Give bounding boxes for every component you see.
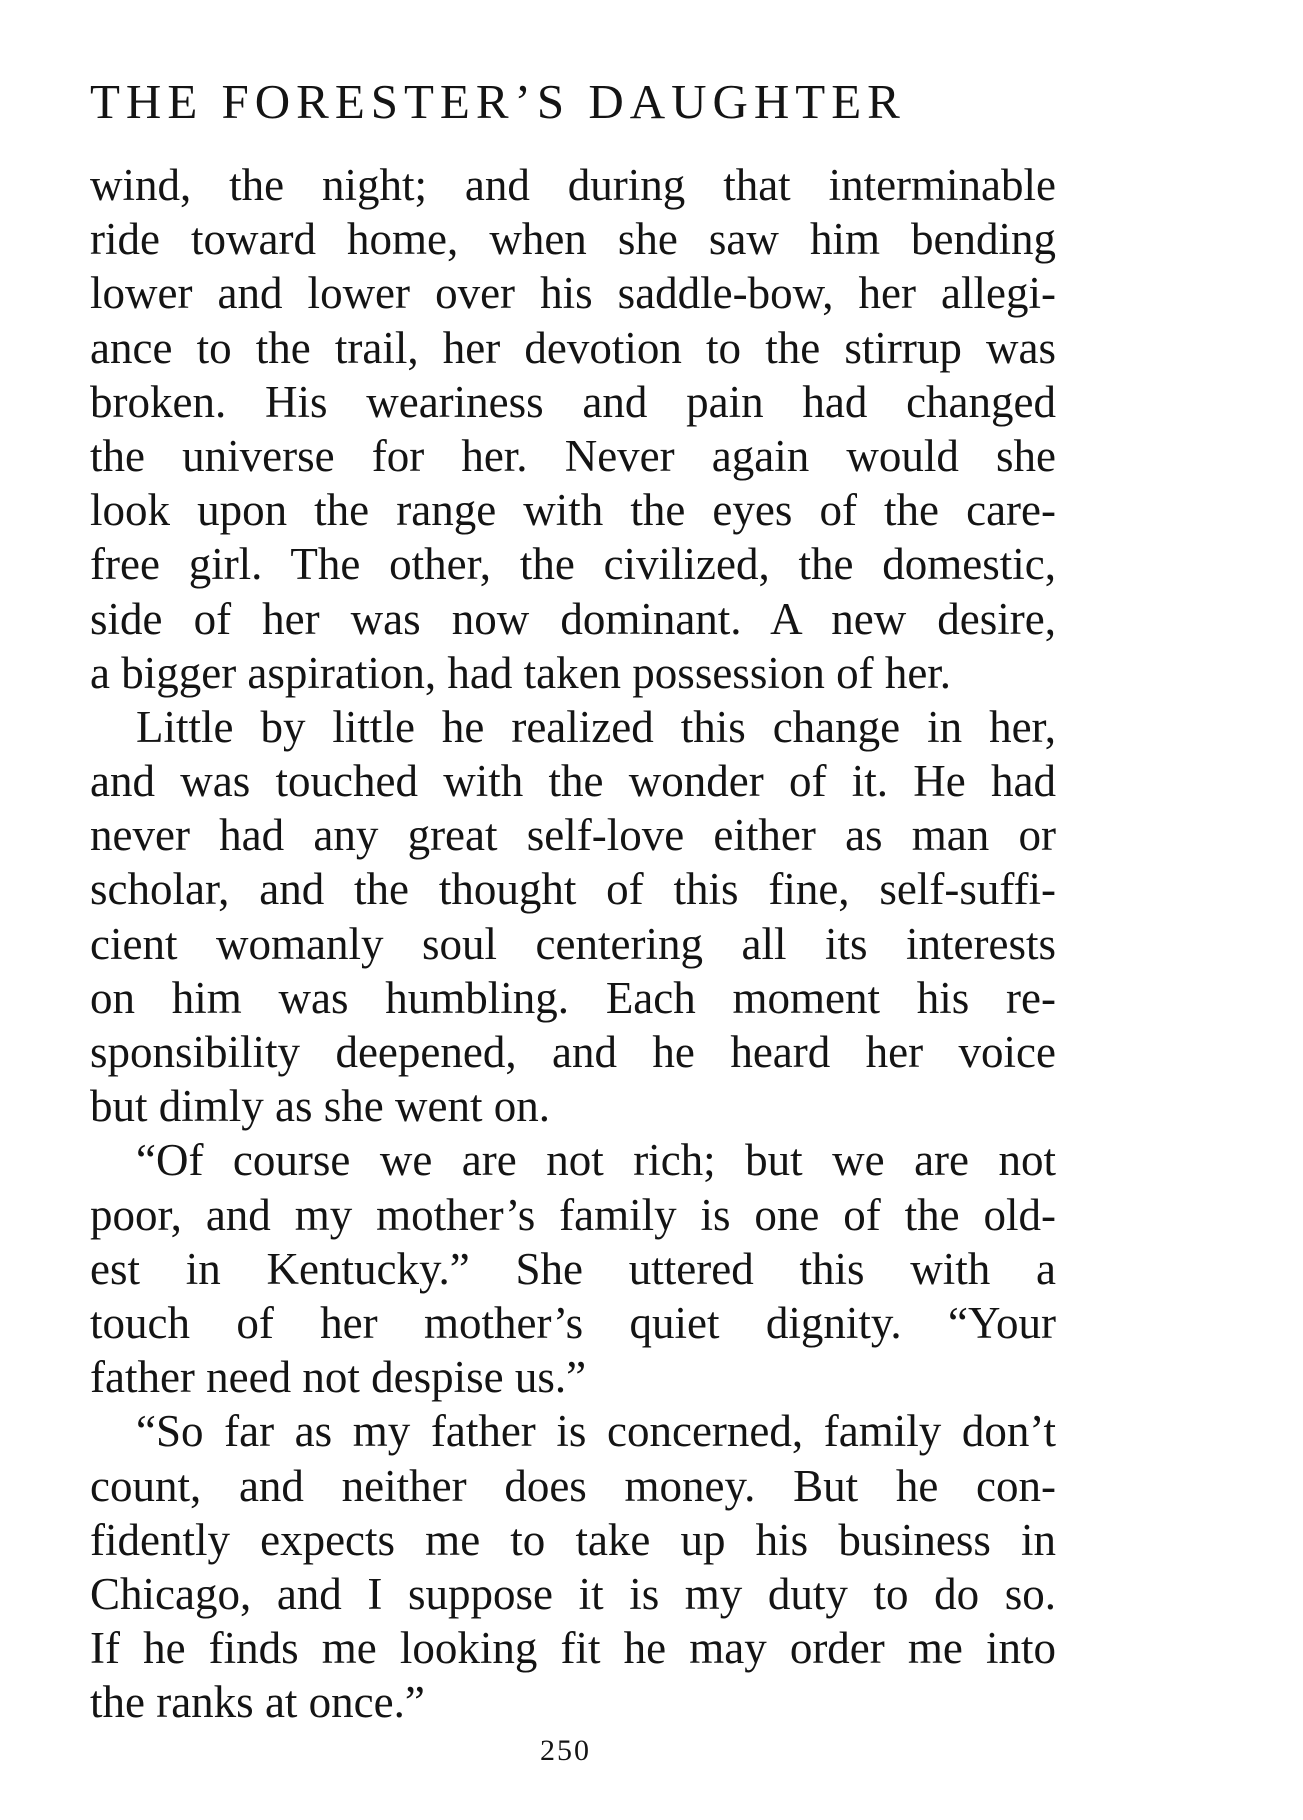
- text-line: Little by little he realized this change in her,: [136, 701, 1056, 752]
- text-line: est in Kentucky.” She uttered this with a: [90, 1243, 1056, 1294]
- text-line: ride toward home, when she saw him bending: [90, 214, 1056, 265]
- text-line: side of her was now dominant. A new desire,: [90, 593, 1056, 644]
- text-line: father need not despise us.”: [90, 1352, 587, 1403]
- text-line: poor, and my mother’s family is one of the old-: [90, 1189, 1056, 1240]
- text-line: sponsibility deepened, and he heard her voice: [90, 1027, 1056, 1077]
- text-line: the universe for her. Never again would she: [90, 430, 1056, 481]
- text-line: cient womanly soul centering all its interests: [90, 918, 1056, 969]
- text-line: on him was humbling. Each moment his re-: [90, 972, 1056, 1023]
- text-line: “Of course we are not rich; but we are not: [136, 1135, 1056, 1186]
- running-head: THE FORESTER’S DAUGHTER: [90, 74, 906, 129]
- text-line: lower and lower over his saddle-bow, her allegi-: [90, 268, 1056, 319]
- text-line: a bigger aspiration, had taken possession of her.: [90, 647, 952, 698]
- text-line: look upon the range with the eyes of the care-: [90, 485, 1056, 536]
- paragraph: [90, 700, 1056, 1134]
- text-line: Chicago, and I suppose it is my duty to do so.: [90, 1568, 1056, 1619]
- page-number: 250: [540, 1734, 591, 1767]
- paragraph: [90, 1404, 1056, 1729]
- text-line: count, and neither does money. But he con-: [90, 1460, 1056, 1511]
- text-line: broken. His weariness and pain had changed: [90, 376, 1056, 427]
- paragraph: [90, 1133, 1056, 1404]
- text-line: touch of her mother’s quiet dignity. “Your: [90, 1297, 1056, 1348]
- text-line: scholar, and the thought of this fine, self-suffi-: [90, 864, 1056, 915]
- paragraph: [90, 158, 1056, 700]
- text-line: but dimly as she went on.: [90, 1081, 550, 1132]
- text-line: “So far as my father is concerned, family don’t: [136, 1406, 1056, 1457]
- body-text: [90, 158, 1056, 1729]
- text-line: the ranks at once.”: [90, 1677, 425, 1728]
- text-line: never had any great self-love either as man or: [90, 810, 1056, 861]
- text-line: If he finds me looking fit he may order me into: [90, 1623, 1056, 1674]
- text-line: free girl. The other, the civilized, the domestic,: [90, 539, 1056, 590]
- text-line: fidently expects me to take up his business in: [90, 1514, 1056, 1565]
- text-line: wind, the night; and during that interminable: [90, 160, 1056, 210]
- text-line: ance to the trail, her devotion to the stirrup was: [90, 322, 1056, 373]
- text-line: and was touched with the wonder of it. He had: [90, 756, 1056, 807]
